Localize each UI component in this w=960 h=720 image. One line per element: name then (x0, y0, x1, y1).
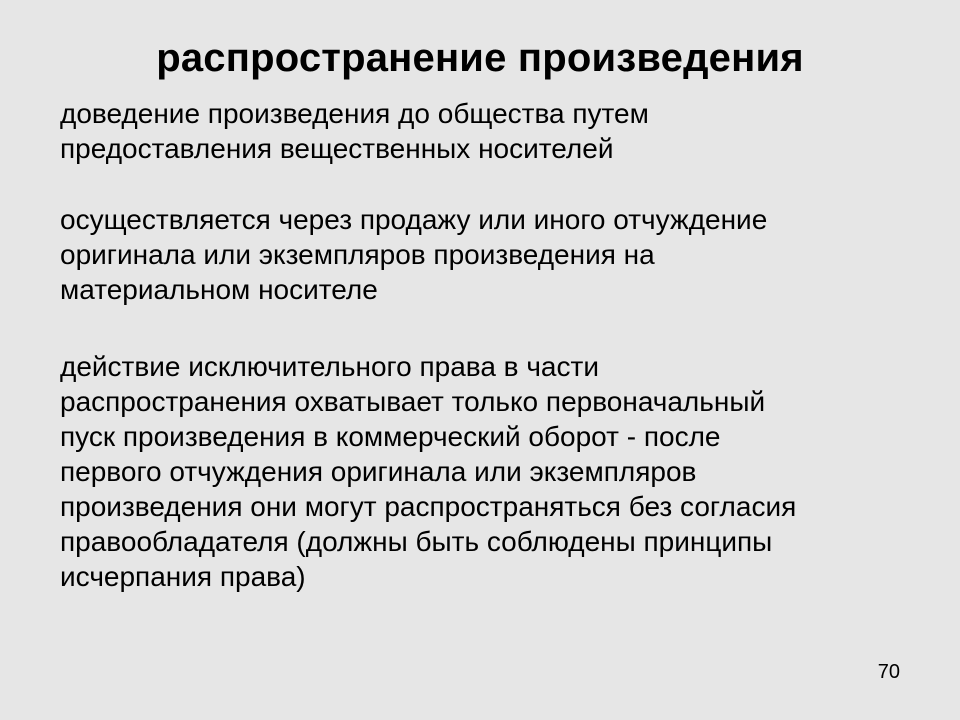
paragraph-line: исчерпания права) (60, 561, 306, 592)
paragraph-delivery-definition (60, 96, 920, 166)
paragraph-line: распространения охватывает только первоначальный (60, 386, 766, 417)
paragraph-line: материальном носителе (60, 274, 378, 305)
paragraph-line: произведения они могут распространяться без согласия (60, 491, 797, 522)
paragraph-line: первого отчуждения оригинала или экземпляров (60, 456, 697, 487)
paragraph-line: действие исключительного права в части (60, 351, 599, 382)
paragraph-line: правообладателя (должны быть соблюдены принципы (60, 526, 773, 557)
slide-title: распространение произведения (156, 36, 804, 80)
paragraph-line: оригинала или экземпляров произведения на (60, 239, 655, 270)
paragraph-alienation-method (60, 202, 920, 307)
paragraph-line: пуск произведения в коммерческий оборот - после (60, 421, 721, 452)
paragraph-line: предоставления вещественных носителей (60, 133, 614, 164)
paragraph-line: доведение произведения до общества путем (60, 98, 649, 129)
page-number: 70 (877, 661, 900, 683)
paragraph-line: осуществляется через продажу или иного отчуждение (60, 204, 768, 235)
paragraph-exhaustion-of-rights (60, 349, 920, 594)
slide-body (60, 96, 920, 594)
